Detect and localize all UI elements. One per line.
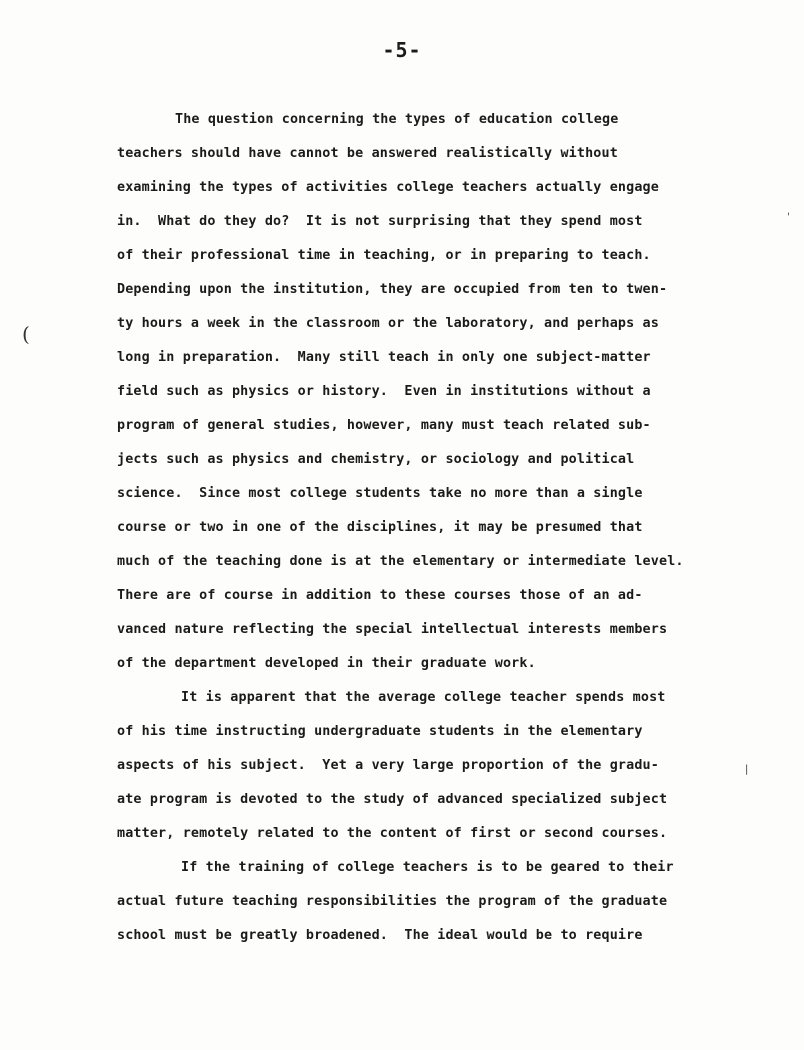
scan-mark: ' (787, 212, 790, 223)
text-line: teachers should have cannot be answered realistically without (117, 146, 618, 161)
scan-mark: | (745, 764, 749, 775)
text-line: jects such as physics and chemistry, or sociology and political (117, 452, 635, 467)
text-line: ate program is devoted to the study of advanced specialized subject (117, 792, 668, 807)
text-line: in. What do they do? It is not surprising that they spend most (117, 214, 643, 229)
text-line: examining the types of activities college teachers actually engage (117, 180, 659, 195)
text-line: of his time instructing undergraduate students in the elementary (117, 724, 643, 739)
text-line: program of general studies, however, many must teach related sub- (117, 418, 651, 433)
text-line: actual future teaching responsibilities the program of the graduate (117, 894, 668, 909)
text-line: vanced nature reflecting the special intellectual interests members (117, 622, 668, 637)
page-number: -5- (382, 38, 422, 62)
text-line: of their professional time in teaching, or in preparing to teach. (117, 248, 651, 263)
text-line: matter, remotely related to the content of first or second courses. (117, 826, 668, 841)
text-line: Depending upon the institution, they are occupied from ten to twen- (117, 282, 668, 297)
text-line: ty hours a week in the classroom or the laboratory, and perhaps as (117, 316, 659, 331)
text-line: field such as physics or history. Even in institutions without a (117, 384, 651, 399)
text-line: much of the teaching done is at the elementary or intermediate level. (117, 554, 684, 569)
text-line: The question concerning the types of education college (175, 112, 619, 127)
scan-mark: ( (22, 322, 30, 346)
text-line: aspects of his subject. Yet a very large proportion of the gradu- (117, 758, 659, 773)
text-line: school must be greatly broadened. The ideal would be to require (117, 928, 643, 943)
text-line: If the training of college teachers is to be geared to their (181, 860, 674, 875)
text-line: course or two in one of the disciplines, it may be presumed that (117, 520, 643, 535)
text-line: science. Since most college students take no more than a single (117, 486, 643, 501)
text-line: There are of course in addition to these courses those of an ad- (117, 588, 643, 603)
text-line: of the department developed in their graduate work. (117, 656, 536, 671)
text-line: long in preparation. Many still teach in only one subject-matter (117, 350, 651, 365)
text-line: It is apparent that the average college teacher spends most (181, 690, 666, 705)
